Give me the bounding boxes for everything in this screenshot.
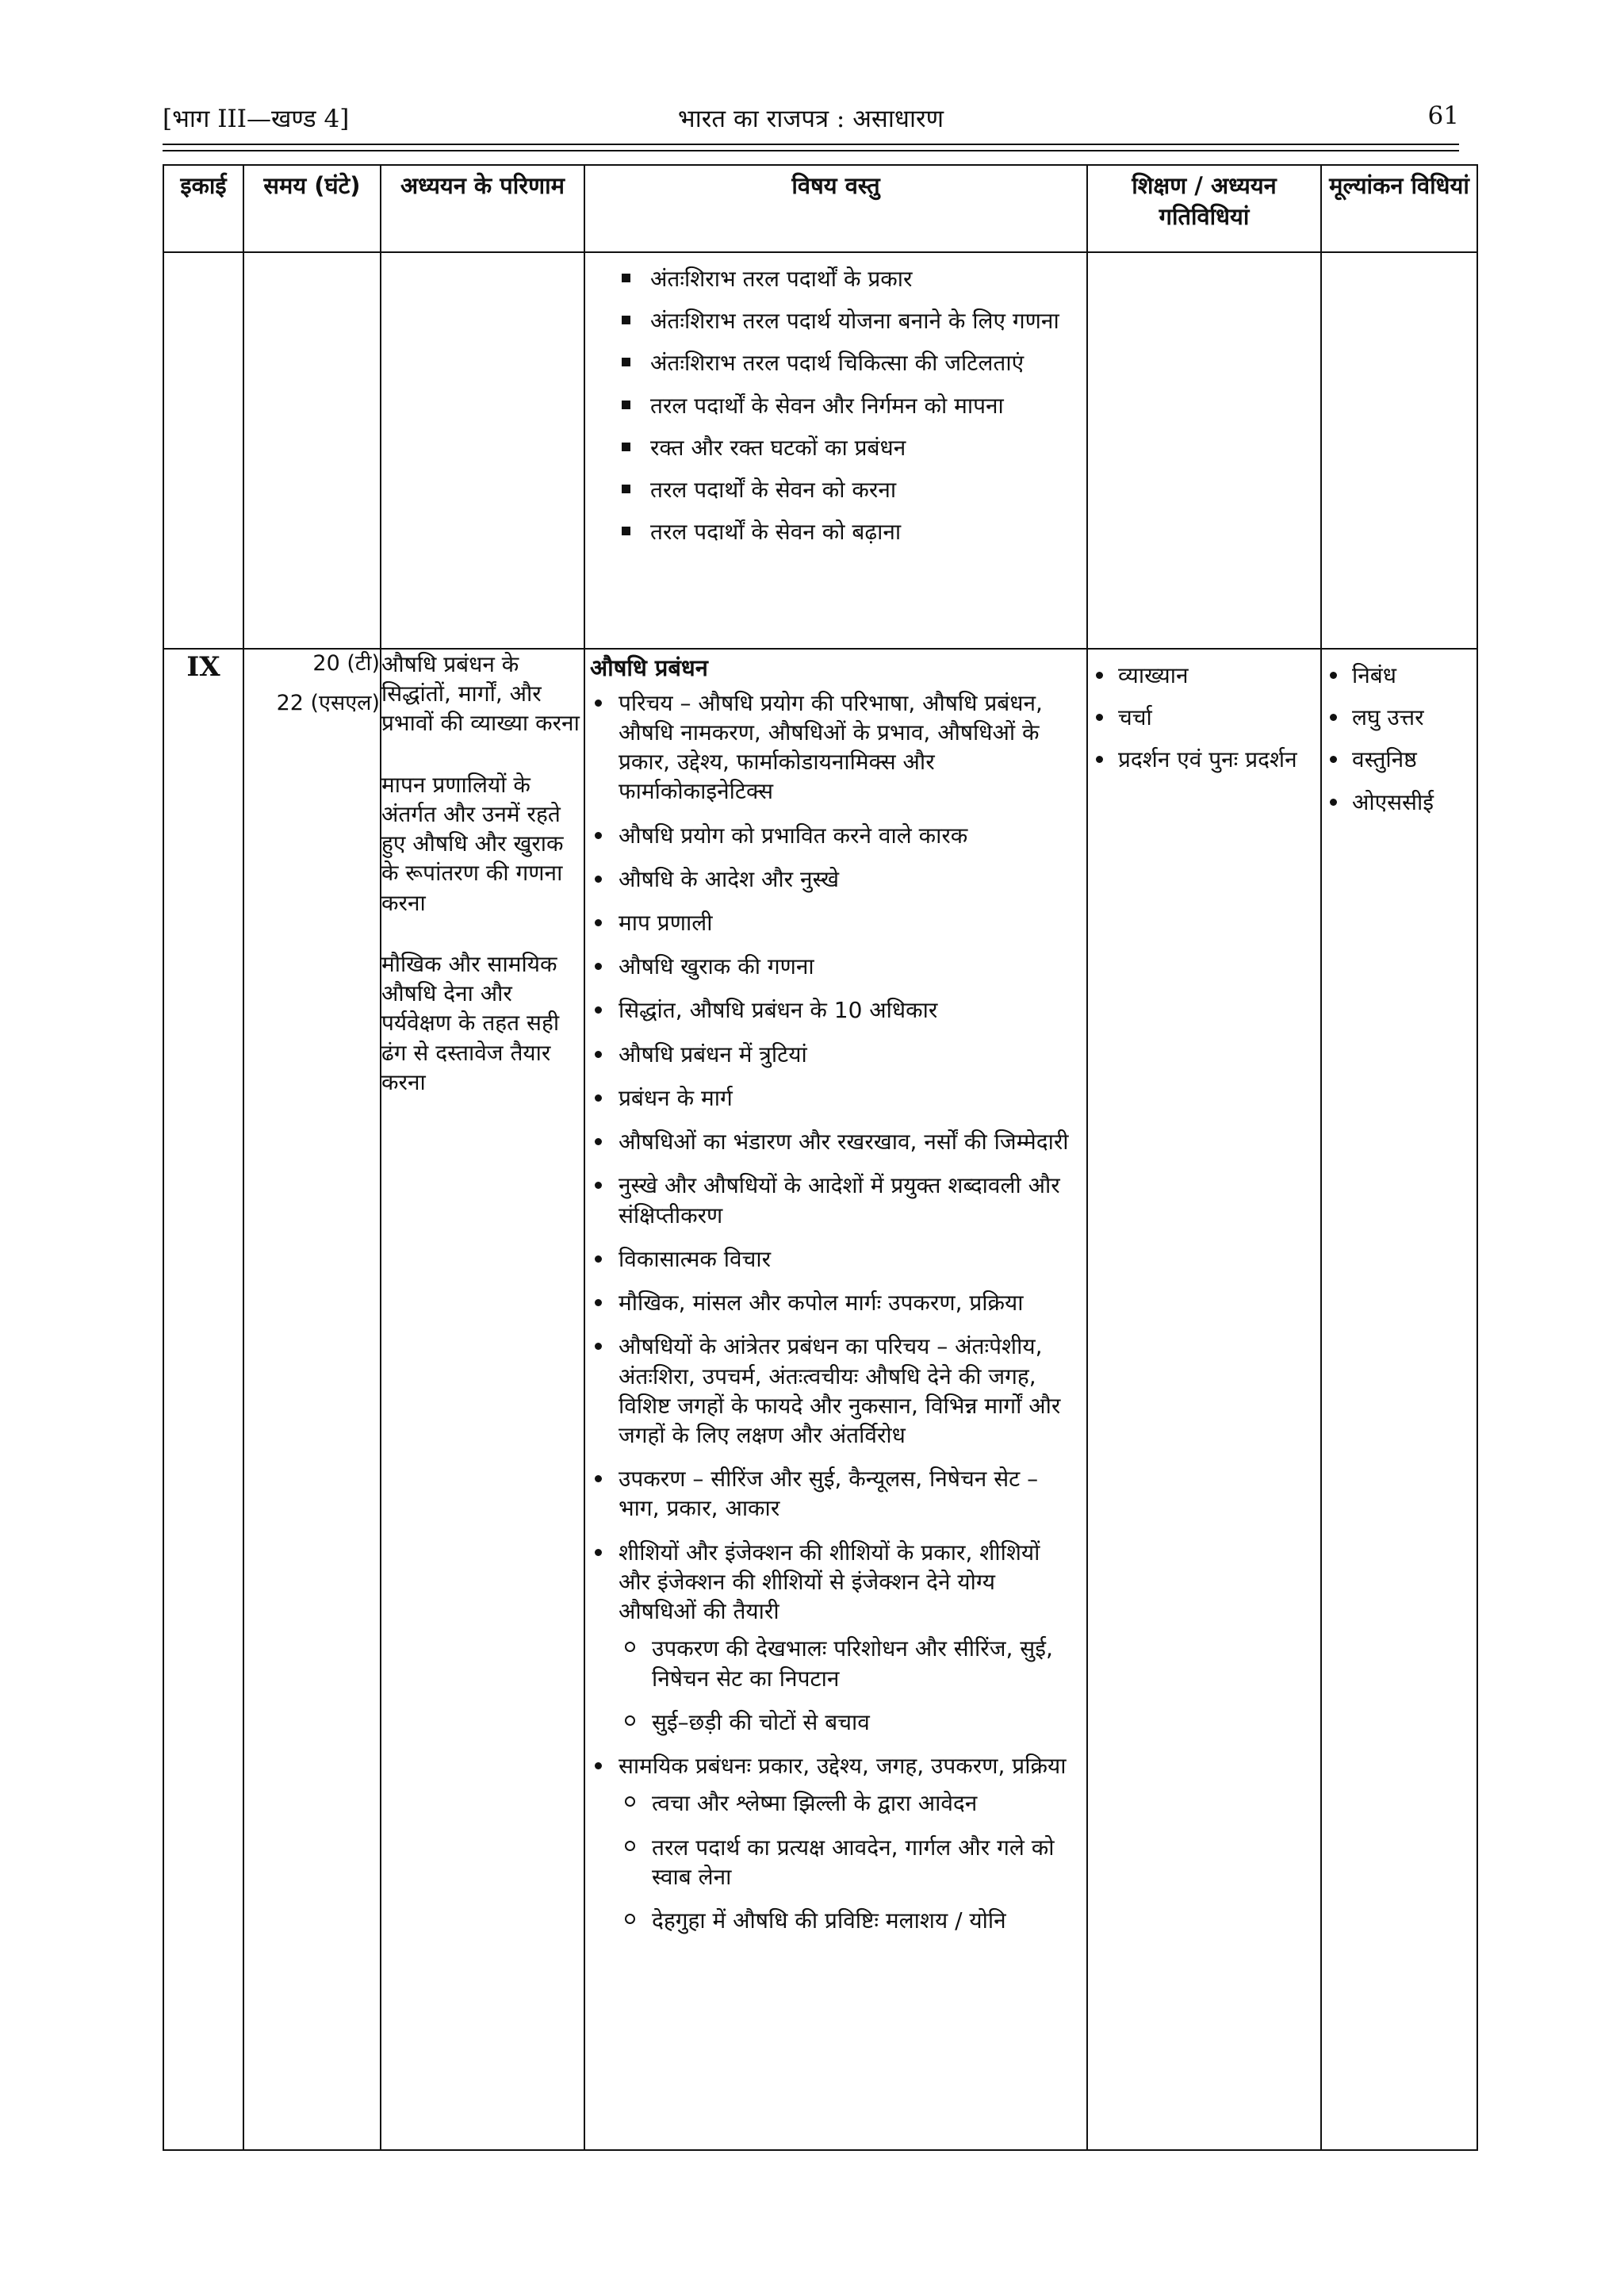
unit-time (243, 649, 381, 2150)
col-header-time: समय (घंटे) (243, 165, 381, 252)
list-item: माप प्रणाली (619, 908, 1075, 937)
col-header-evaluation: मूल्यांकन विधियां (1321, 165, 1477, 252)
cell-continued-content (584, 252, 1087, 649)
list-item: लघु उत्तर (1352, 703, 1470, 732)
header-section: [भाग III—खण्ड 4] (163, 105, 350, 133)
col-header-outcomes: अध्ययन के परिणाम (381, 165, 584, 252)
list-item: औषधियों के आंत्रेतर प्रबंधन का परिचय – अंतःपेशीय, अंतःशिरा, उपचर्म, अंतःत्वचीयः औषधि देने की जगह, विशिष्ट जगहों के फायदे और नुकसान, विभिन्न मार्गों और जगहों के लिए लक्षण और अंतर्विरोध (619, 1332, 1075, 1450)
col-header-unit: इकाई (163, 165, 243, 252)
list-item: औषधि प्रबंधन में त्रुटियां (619, 1040, 1075, 1069)
cell-empty (163, 252, 243, 649)
list-item: अंतःशिराभ तरल पदार्थों के प्रकार (650, 264, 1078, 293)
outcome-text: औषधि प्रबंधन के सिद्धांतों, मार्गों, और प्रभावों की व्याख्या करना (381, 651, 580, 737)
sub-list (619, 1634, 1075, 1737)
table-header-row (163, 165, 1477, 252)
continued-list (585, 253, 1086, 565)
list-item: मौखिक, मांसल और कपोल मार्गः उपकरण, प्रक्रिया (619, 1288, 1075, 1317)
list-item: सिद्धांत, औषधि प्रबंधन के 10 अधिकार (619, 995, 1075, 1025)
list-item (619, 1538, 1075, 1737)
list-item: अंतःशिराभ तरल पदार्थ योजना बनाने के लिए गणना (650, 306, 1078, 335)
header-rule-bottom (163, 150, 1459, 151)
list-item: परिचय – औषधि प्रयोग की परिभाषा, औषधि प्रबंधन, औषधि नामकरण, औषधिओं के प्रभाव, औषधिओं के प्रकार, उद्देश्य, फार्माकोडायनामिक्स और फार्माकोकाइनेटिक्स (619, 688, 1075, 807)
activities-cell (1087, 649, 1321, 2150)
list-item-text: शीशियों और इंजेक्शन की शीशियों के प्रकार, शीशियों और इंजेक्शन की शीशियों से इंजेक्शन देने योग्य औषधिओं की तैयारी (619, 1539, 1040, 1625)
col-header-activities: शिक्षण / अध्ययन गतिविधियां (1087, 165, 1321, 252)
syllabus-table (163, 164, 1478, 2151)
time-theory: 20 (टी) (312, 651, 380, 676)
list-item: रक्त और रक्त घटकों का प्रबंधन (650, 433, 1078, 462)
list-item: प्रबंधन के मार्ग (619, 1083, 1075, 1113)
outcome-text: मापन प्रणालियों के अंतर्गत और उनमें रहते हुए औषधि और खुराक के रूपांतरण की गणना करना (381, 771, 564, 916)
list-item: विकासात्मक विचार (619, 1244, 1075, 1274)
list-item: औषधि प्रयोग को प्रभावित करने वाले कारक (619, 821, 1075, 850)
cell-empty (1321, 252, 1477, 649)
col-header-content: विषय वस्तु (584, 165, 1087, 252)
list-item: चर्चा (1118, 703, 1314, 732)
sub-list-item: देहगुहा में औषधि की प्रविष्टिः मलाशय / योनि (652, 1906, 1075, 1935)
list-item-text: सामयिक प्रबंधनः प्रकार, उद्देश्य, जगह, उपकरण, प्रक्रिया (619, 1753, 1067, 1780)
header-title: भारत का राजपत्र : असाधारण (677, 105, 944, 133)
table-row-continued (163, 252, 1477, 649)
evaluation-cell (1321, 649, 1477, 2150)
list-item: औषधिओं का भंडारण और रखरखाव, नर्सों की जिम्मेदारी (619, 1127, 1075, 1156)
content-title: औषधि प्रबंधन (590, 654, 708, 681)
unit-number: IX (163, 649, 243, 2150)
list-item: औषधि खुराक की गणना (619, 952, 1075, 981)
page-number: 61 (1427, 102, 1459, 130)
cell-empty (243, 252, 381, 649)
outcome-text: मौखिक और सामयिक औषधि देना और पर्यवेक्षण के तहत सही ढंग से दस्तावेज तैयार करना (381, 950, 560, 1095)
list-item: औषधि के आदेश और नुस्खे (619, 864, 1075, 894)
list-item: उपकरण – सीरिंज और सुई, कैन्यूलस, निषेचन सेट – भाग, प्रकार, आकार (619, 1464, 1075, 1523)
page-header (163, 102, 1459, 143)
evaluation-list (1322, 650, 1477, 817)
cell-empty (1087, 252, 1321, 649)
sub-list-item: तरल पदार्थ का प्रत्यक्ष आवदेन, गार्गल और गले को स्वाब लेना (652, 1833, 1075, 1892)
list-item: तरल पदार्थों के सेवन को बढ़ाना (650, 517, 1078, 546)
list-item: नुस्खे और औषधियों के आदेशों में प्रयुक्त शब्दावली और संक्षिप्तीकरण (619, 1171, 1075, 1229)
activities-list (1088, 650, 1320, 775)
sub-list-item: सुई–छड़ी की चोटों से बचाव (652, 1708, 1075, 1737)
list-item: तरल पदार्थों के सेवन और निर्गमन को मापना (650, 391, 1078, 420)
list-item: तरल पदार्थों के सेवन को करना (650, 475, 1078, 504)
cell-empty (381, 252, 584, 649)
list-item (619, 1751, 1075, 1935)
sub-list-item: उपकरण की देखभालः परिशोधन और सीरिंज, सुई, निषेचन सेट का निपटान (652, 1634, 1075, 1692)
content-list (585, 688, 1086, 1936)
time-skill-lab: 22 (एसएल) (276, 690, 380, 715)
list-item: ओएससीई (1352, 788, 1470, 817)
table-row-unit-ix (163, 649, 1477, 2150)
list-item: वस्तुनिष्ठ (1352, 745, 1470, 774)
sub-list (619, 1788, 1075, 1935)
learning-outcomes (381, 649, 584, 2150)
list-item: प्रदर्शन एवं पुनः प्रदर्शन (1118, 745, 1314, 774)
list-item: व्याख्यान (1118, 661, 1314, 690)
sub-list-item: त्वचा और श्लेष्मा झिल्ली के द्वारा आवेदन (652, 1788, 1075, 1818)
content-cell (584, 649, 1087, 2150)
list-item: निबंध (1352, 661, 1470, 690)
list-item: अंतःशिराभ तरल पदार्थ चिकित्सा की जटिलताएं (650, 348, 1078, 378)
header-rule-top (163, 144, 1459, 145)
